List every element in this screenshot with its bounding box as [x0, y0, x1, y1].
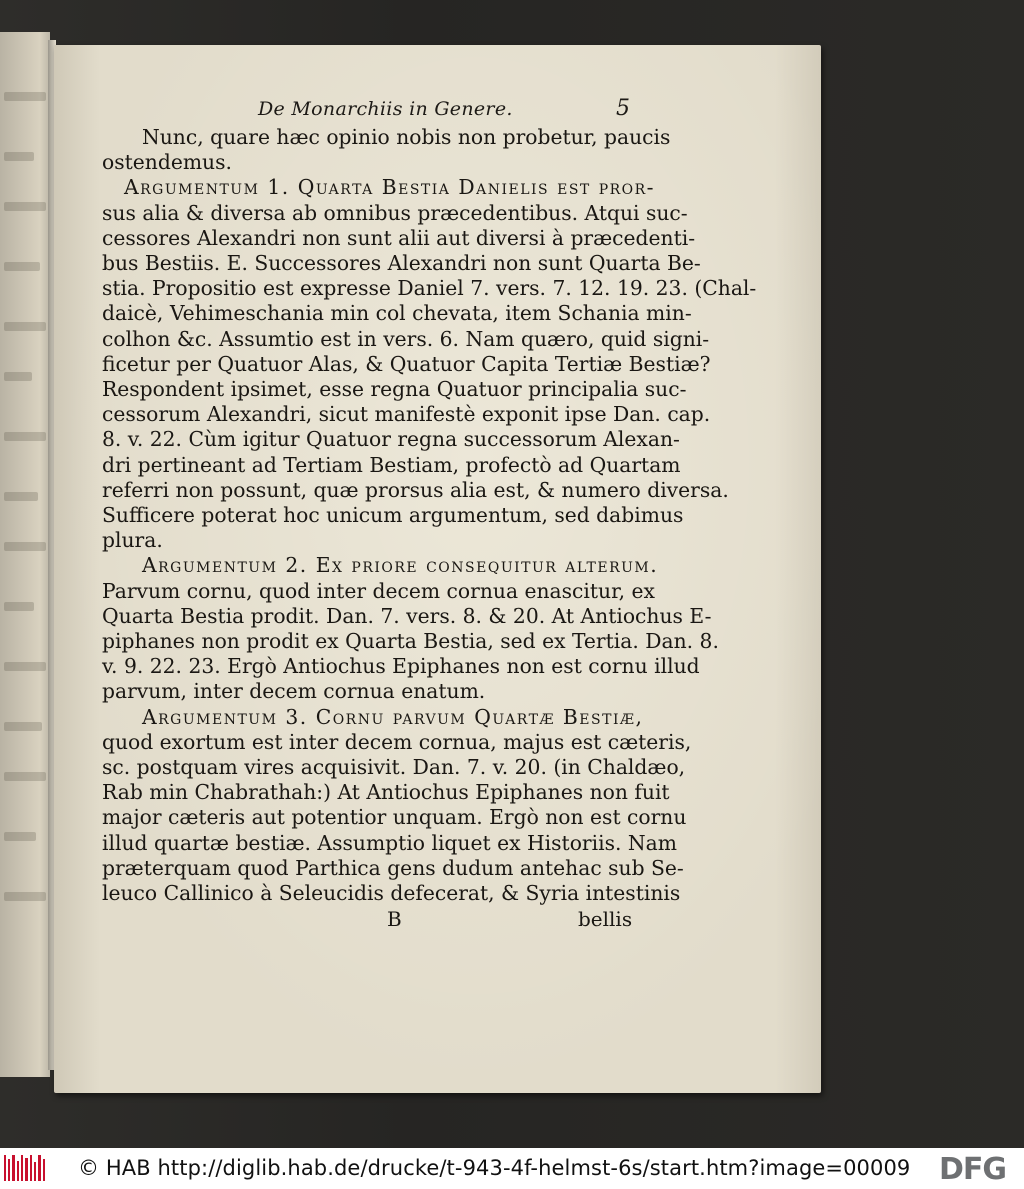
text-line: leuco Callinico à Seleucidis defecerat, & Syria intestinis: [102, 881, 681, 906]
text-line: cessorum Alexandri, sicut manifestè exponit ipse Dan. cap.: [102, 402, 711, 427]
text-line: Argumentum 2. Ex priore consequitur alterum.: [142, 553, 659, 578]
page-number: 5: [616, 96, 630, 121]
text-line: sc. postquam vires acquisivit. Dan. 7. v. 20. (in Chaldæo,: [102, 755, 686, 780]
text-line: præterquam quod Parthica gens dudum antehac sub Se-: [102, 855, 684, 880]
text-line: Parvum cornu, quod inter decem cornua enascitur, ex: [102, 578, 655, 603]
text-line: daicè, Vehimeschania min col chevata, item Schania min-: [102, 301, 692, 326]
text-line: stia. Propositio est expresse Daniel 7. vers. 7. 12. 19. 23. (Chal-: [102, 276, 757, 301]
text-line: Argumentum 3. Cornu parvum Quartæ Bestiæ,: [142, 704, 644, 729]
footer-bar: [0, 1148, 1024, 1189]
text-line: cessores Alexandri non sunt alii aut diversi à præcedenti-: [102, 225, 696, 250]
text-line: illud quartæ bestiæ. Assumptio liquet ex Historiis. Nam: [102, 830, 677, 855]
text-line: piphanes non prodit ex Quarta Bestia, sed ex Tertia. Dan. 8.: [102, 629, 719, 654]
text-line: major cæteris aut potentior unquam. Ergò non est cornu: [102, 805, 687, 830]
text-line: 8. v. 22. Cùm igitur Quatuor regna successorum Alexan-: [102, 427, 680, 452]
text-line: Respondent ipsimet, esse regna Quatuor principalia suc-: [102, 377, 687, 402]
previous-page-edge: [0, 32, 50, 1077]
text-line: v. 9. 22. 23. Ergò Antiochus Epiphanes non est cornu illud: [102, 654, 700, 679]
text-line: sus alia & diversa ab omnibus præcedentibus. Atqui suc-: [102, 200, 688, 225]
text-line: colhon &c. Assumtio est in vers. 6. Nam quæro, quid signi-: [102, 326, 710, 351]
text-line: ostendemus.: [102, 150, 232, 175]
text-line: Sufficere poterat hoc unicum argumentum, sed dabimus: [102, 503, 684, 528]
text-line: bus Bestiis. E. Successores Alexandri non sunt Quarta Be-: [102, 251, 701, 276]
citation-link[interactable]: © HAB http://diglib.hab.de/drucke/t-943-4f-helmst-6s/start.htm?image=00009: [78, 1156, 911, 1180]
dfg-logo: DFG: [935, 1152, 1006, 1187]
text-line: referri non possunt, quæ prorsus alia est, & numero diversa.: [102, 477, 729, 502]
text-line: Argumentum 1. Quarta Bestia Danielis est pror-: [124, 175, 656, 200]
text-line: ficetur per Quatuor Alas, & Quatuor Capita Tertiæ Bestiæ?: [102, 351, 711, 376]
page-text: [102, 125, 757, 906]
text-line: dri pertineant ad Tertiam Bestiam, profectò ad Quartam: [102, 452, 681, 477]
text-line: Quarta Bestia prodit. Dan. 7. vers. 8. & 20. At Antiochus E-: [102, 603, 712, 628]
text-line: quod exortum est inter decem cornua, majus est cæteris,: [102, 729, 692, 754]
text-line: plura.: [102, 528, 163, 553]
catchword: bellis: [578, 907, 633, 931]
text-line: Nunc, quare hæc opinio nobis non probetur, paucis: [142, 125, 671, 149]
text-line: parvum, inter decem cornua enatum.: [102, 679, 486, 704]
hab-barcode-logo-icon: [3, 1153, 47, 1183]
running-head: De Monarchiis in Genere.: [258, 98, 513, 120]
text-line: Rab min Chabrathah:) At Antiochus Epiphanes non fuit: [102, 780, 670, 805]
signature-mark: B: [387, 907, 402, 931]
